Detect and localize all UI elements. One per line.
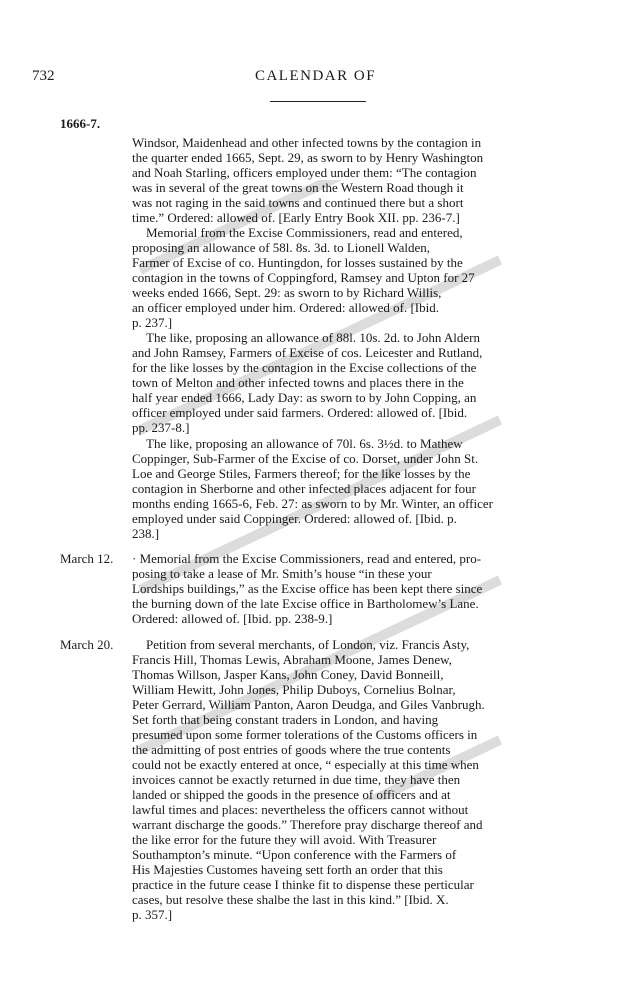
text-line: William Hewitt, John Jones, Philip Duboys, Cornelius Bolnar,	[132, 682, 456, 697]
text-line: was in several of the great towns on the Western Road though it	[132, 180, 464, 195]
text-line: contagion in Sherborne and other infected places adjacent for four	[132, 481, 476, 496]
text-line: Windsor, Maidenhead and other infected towns by the contagion in	[132, 135, 482, 150]
year-marker: 1666-7.	[60, 116, 101, 131]
entry-paragraph	[132, 225, 600, 330]
text-line: Farmer of Excise of co. Huntingdon, for losses sustained by the	[132, 255, 463, 270]
text-line: 238.]	[132, 526, 160, 541]
text-line: months ending 1665-6, Feb. 27: as sworn to by Mr. Winter, an officer	[132, 496, 493, 511]
text-line: officer employed under said farmers. Ordered: allowed of. [Ibid.	[132, 405, 468, 420]
text-line: Lordships buildings,” as the Excise office has been kept there since	[132, 581, 483, 596]
text-line: lawful times and places: nevertheless the officers cannot without	[132, 802, 469, 817]
text-line: town of Melton and other infected towns and places there in the	[132, 375, 464, 390]
text-line: was not raging in the said towns and continued there but a short	[132, 195, 464, 210]
text-line: Peter Gerrard, William Panton, Aaron Deudga, and Giles Vanbrugh.	[132, 697, 485, 712]
text-line: Memorial from the Excise Commissioners, read and entered,	[146, 225, 463, 240]
text-line: Thomas Willson, Jasper Kans, John Coney, David Bonneill,	[132, 667, 444, 682]
text-line: time.” Ordered: allowed of. [Early Entry Book XII. pp. 236-7.]	[132, 210, 460, 225]
entry-paragraph	[132, 330, 600, 435]
text-line: the burning down of the late Excise office in Bartholomew’s Lane.	[132, 596, 479, 611]
text-line: The like, proposing an allowance of 88l. 10s. 2d. to John Aldern	[146, 330, 480, 345]
entry-paragraph	[132, 551, 600, 626]
text-line: Southampton’s minute. “Upon conference with the Farmers of	[132, 847, 457, 862]
entry-paragraph	[132, 637, 600, 922]
text-line: employed under said Coppinger. Ordered: allowed of. [Ibid. p.	[132, 511, 457, 526]
text-line: p. 357.]	[132, 907, 173, 922]
text-line: His Majesties Customes haveing sett forth an order that this	[132, 862, 443, 877]
text-line: for the like losses by the contagion in the Excise collections of the	[132, 360, 477, 375]
text-line: The like, proposing an allowance of 70l. 6s. 3½d. to Mathew	[146, 436, 463, 451]
text-line: proposing an allowance of 58l. 8s. 3d. to Lionell Walden,	[132, 240, 431, 255]
text-line: half year ended 1666, Lady Day: as sworn to by John Copping, an	[132, 390, 477, 405]
text-line: invoices cannot be exactly returned in due time, they have then	[132, 772, 461, 787]
text-line: pp. 237-8.]	[132, 420, 190, 435]
text-line: weeks ended 1666, Sept. 29: as sworn to by Richard Willis,	[132, 285, 442, 300]
running-title: CALENDAR OF	[254, 68, 377, 84]
text-line: the quarter ended 1665, Sept. 29, as sworn to by Henry Washington	[132, 150, 484, 165]
text-line: p. 237.]	[132, 315, 173, 330]
entry-paragraph	[132, 135, 600, 225]
text-line: presumed upon some former tolerations of the Customs officers in	[132, 727, 478, 742]
text-line: Set forth that being constant traders in London, and having	[132, 712, 439, 727]
entry-date: March 12.	[60, 551, 114, 566]
text-line: warrant discharge the goods.” Therefore pray discharge thereof and	[132, 817, 483, 832]
page-number: 732	[32, 68, 55, 84]
header-rule	[270, 101, 366, 102]
entry-date: March 20.	[60, 637, 114, 652]
text-line: Francis Hill, Thomas Lewis, Abraham Moone, James Denew,	[132, 652, 452, 667]
text-line: posing to take a lease of Mr. Smith’s house “in these your	[132, 566, 432, 581]
text-line: the admitting of post entries of goods where the true contents	[132, 742, 451, 757]
text-line: contagion in the towns of Coppingford, Ramsey and Upton for 27	[132, 270, 475, 285]
text-line: and Noah Starling, officers employed under them: “The contagion	[132, 165, 477, 180]
text-line: cases, but resolve these shalbe the last in this kind.” [Ibid. X.	[132, 892, 449, 907]
text-line: Ordered: allowed of. [Ibid. pp. 238-9.]	[132, 611, 333, 626]
text-line: practice in the future cease I thinke fit to dispense these perticular	[132, 877, 474, 892]
text-line: Coppinger, Sub-Farmer of the Excise of co. Dorset, under John St.	[132, 451, 479, 466]
text-line: could not be exactly entered at once, “ especially at this time when	[132, 757, 479, 772]
text-line: · Memorial from the Excise Commissioners, read and entered, pro-	[132, 551, 482, 566]
entry-paragraph	[132, 436, 600, 541]
text-line: the like error for the future they will avoid. With Treasurer	[132, 832, 437, 847]
text-line: landed or shipped the goods in the presence of officers and at	[132, 787, 451, 802]
text-line: and John Ramsey, Farmers of Excise of cos. Leicester and Rutland,	[132, 345, 483, 360]
text-line: Petition from several merchants, of London, viz. Francis Asty,	[146, 637, 470, 652]
text-line: an officer employed under him. Ordered: allowed of. [Ibid.	[132, 300, 439, 315]
text-line: Loe and George Stiles, Farmers thereof; for the like losses by the	[132, 466, 471, 481]
